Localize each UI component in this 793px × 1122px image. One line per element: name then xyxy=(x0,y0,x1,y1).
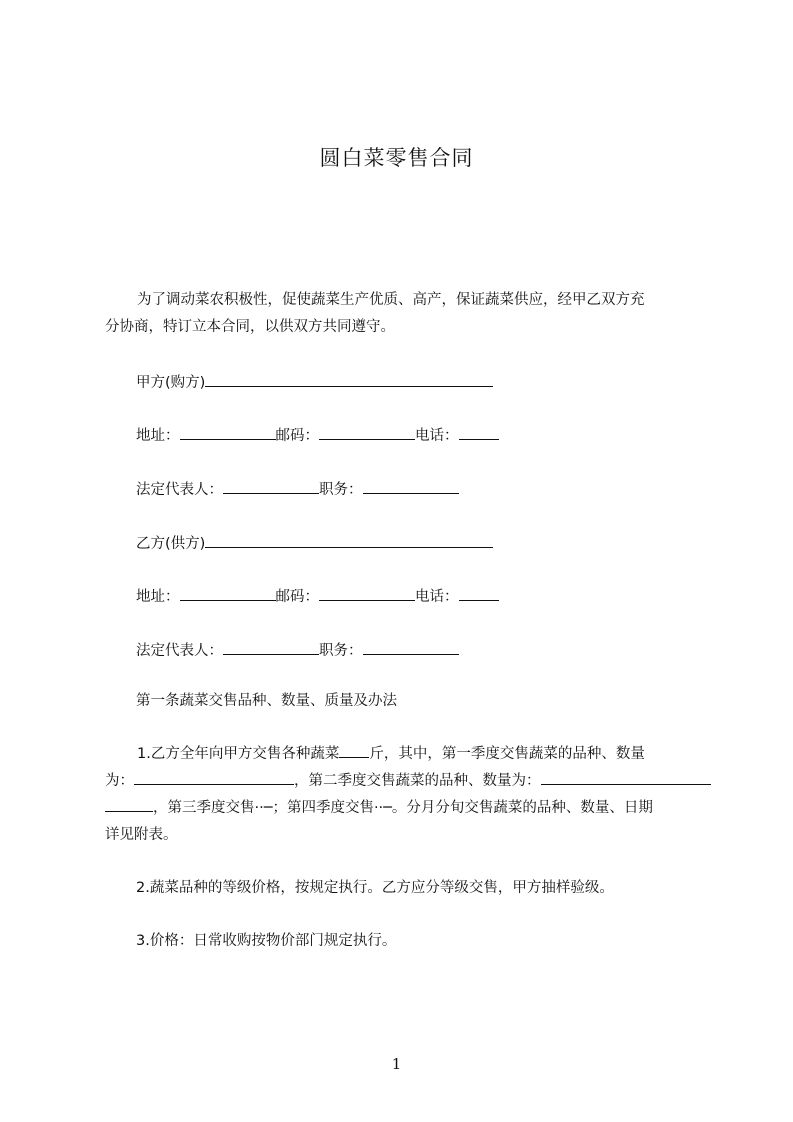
party-a-rep-blank[interactable] xyxy=(223,479,319,494)
party-a-position-blank[interactable] xyxy=(363,479,459,494)
total-quantity-blank[interactable] xyxy=(339,743,369,758)
intro-line-2: 分协商，特订立本合同，以供双方共同遵守。 xyxy=(105,319,395,335)
party-b-rep-line xyxy=(136,640,459,661)
party-a-phone-blank[interactable] xyxy=(459,425,499,440)
party-a-rep-line xyxy=(136,479,459,500)
party-b-label: 乙方(供方) xyxy=(136,536,206,552)
party-a-postcode-label: 邮码： xyxy=(275,428,319,444)
intro-paragraph xyxy=(105,287,705,341)
article-1-item-3: 3.价格：日常收购按物价部门规定执行。 xyxy=(136,933,397,949)
article-1-item-1 xyxy=(105,741,705,849)
item-1-part1: 1.乙方全年向甲方交售各种蔬菜 xyxy=(137,746,340,762)
party-a-contact-line xyxy=(136,425,499,446)
document-title: 圆白菜零售合同 xyxy=(319,146,474,170)
party-b-phone-label: 电话： xyxy=(415,589,459,605)
party-b-name-blank[interactable] xyxy=(205,533,493,548)
party-b-address-label: 地址： xyxy=(136,589,180,605)
party-a-postcode-blank[interactable] xyxy=(319,425,415,440)
party-a-address-blank[interactable] xyxy=(180,425,276,440)
party-b-postcode-label: 邮码： xyxy=(275,589,319,605)
item-1-line-2 xyxy=(105,768,705,795)
party-a-label: 甲方(购方) xyxy=(136,375,206,391)
q1-vegetables-blank[interactable] xyxy=(134,770,294,785)
party-b-postcode-blank[interactable] xyxy=(319,586,415,601)
item-1-part6: 详见附表。 xyxy=(105,827,178,843)
party-a-rep-label: 法定代表人： xyxy=(136,482,223,498)
item-1-part2: 斤，其中，第一季度交售蔬菜的品种、数量 xyxy=(369,746,645,762)
party-b-address-blank[interactable] xyxy=(180,586,276,601)
party-b-contact-line xyxy=(136,586,499,607)
party-b-position-blank[interactable] xyxy=(363,640,459,655)
q2-vegetables-blank-cont[interactable] xyxy=(105,797,153,812)
party-b-position-label: 职务： xyxy=(319,643,363,659)
item-1-part3: 为： xyxy=(105,773,134,789)
q2-vegetables-blank[interactable] xyxy=(541,770,711,785)
article-1-heading: 第一条蔬菜交售品种、数量、质量及办法 xyxy=(136,693,397,709)
article-1-item-2: 2.蔬菜品种的等级价格，按规定执行。乙方应分等级交售，甲方抽样验级。 xyxy=(136,880,614,896)
party-a-line xyxy=(136,372,493,393)
page-number: 1 xyxy=(391,1055,402,1073)
party-a-address-label: 地址： xyxy=(136,428,180,444)
party-a-position-label: 职务： xyxy=(319,482,363,498)
party-b-rep-blank[interactable] xyxy=(223,640,319,655)
item-1-part4: ，第二季度交售蔬菜的品种、数量为： xyxy=(294,773,541,789)
item-1-part5: ，第三季度交售··─；第四季度交售··─。分月分旬交售蔬菜的品种、数量、日期 xyxy=(153,800,653,816)
party-a-phone-label: 电话： xyxy=(415,428,459,444)
party-b-rep-label: 法定代表人： xyxy=(136,643,223,659)
item-1-line-3 xyxy=(105,795,705,822)
party-b-phone-blank[interactable] xyxy=(459,586,499,601)
intro-line-1: 为了调动菜农积极性，促使蔬菜生产优质、高产，保证蔬菜供应，经甲乙双方充 xyxy=(137,292,645,308)
party-b-line xyxy=(136,533,493,554)
party-a-name-blank[interactable] xyxy=(205,372,493,387)
item-1-line-1 xyxy=(105,741,705,768)
